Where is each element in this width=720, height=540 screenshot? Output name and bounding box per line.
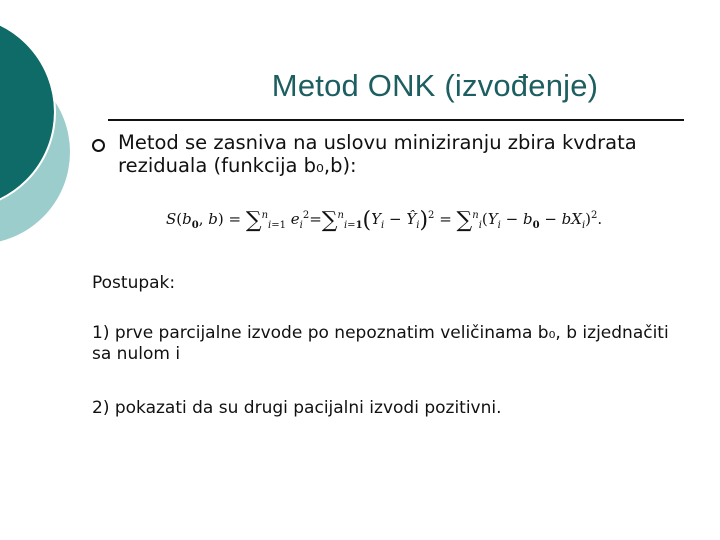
sum-of-squares-formula: $S(b_0$, b) = ∑$^n_{i=1}$ $e_i^2=\sum^n_{i=1}(Y_i$ − $Ŷ_i)^2 = \sum^n_i(Y_i - b_0 - bX_i)^2$. <box>166 208 603 233</box>
light-teal-circle <box>0 60 70 244</box>
postupak-label: Postupak: <box>92 273 176 293</box>
dark-teal-circle <box>0 16 54 208</box>
bullet-text: Metod se zasniva na uslovu miniziranju zbira kvdrata reziduala (funkcija b₀,b): <box>118 131 637 177</box>
white-ring-accent <box>0 15 55 209</box>
step-2-text: 2) pokazati da su drugi pacijalni izvodi pozitivni. <box>92 398 502 418</box>
title-underline <box>108 119 684 121</box>
decorative-teal-shapes <box>0 0 120 320</box>
ring-bullet-icon <box>92 139 105 152</box>
step-1-text: 1) prve parcijalne izvode po nepoznatim veličinama b₀, b izjednačiti sa nulom i <box>92 323 669 364</box>
slide-title: Metod ONK (izvođenje) <box>271 68 599 103</box>
